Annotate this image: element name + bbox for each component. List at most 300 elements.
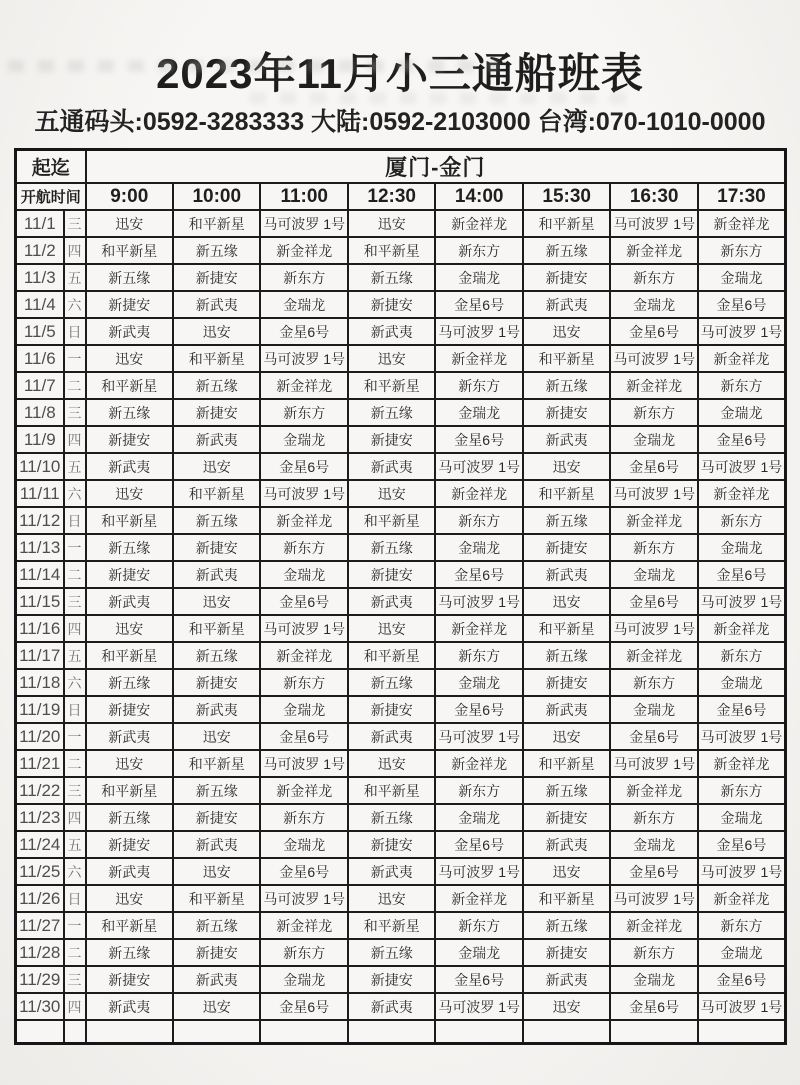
- ship-cell: 新五缘: [86, 534, 173, 561]
- ship-cell: 迅安: [86, 345, 173, 372]
- date-cell: 11/24: [16, 831, 64, 858]
- ship-cell: [86, 1020, 173, 1044]
- ship-cell: 新金祥龙: [435, 885, 522, 912]
- ship-cell: 新五缘: [86, 264, 173, 291]
- page-title: 2023年11月小三通船班表: [156, 50, 644, 97]
- ship-cell: 新武夷: [173, 696, 260, 723]
- ship-cell: 新五缘: [86, 669, 173, 696]
- weekday-cell: 四: [64, 237, 86, 264]
- date-cell: [16, 1020, 64, 1044]
- ship-cell: 新东方: [260, 669, 347, 696]
- date-cell: 11/25: [16, 858, 64, 885]
- schedule-row: [16, 534, 786, 561]
- ship-cell: 新五缘: [173, 912, 260, 939]
- ship-cell: 金星6号: [435, 831, 522, 858]
- ship-cell: 马可波罗 1号: [260, 750, 347, 777]
- ship-cell: 新东方: [698, 777, 786, 804]
- ship-cell: 金瑞龙: [435, 399, 522, 426]
- ship-cell: 迅安: [523, 723, 610, 750]
- time-header: 14:00: [435, 183, 522, 210]
- ship-cell: 新捷安: [173, 804, 260, 831]
- ship-cell: 新东方: [698, 642, 786, 669]
- ship-cell: 迅安: [173, 723, 260, 750]
- schedule-row: [16, 426, 786, 453]
- ship-cell: 迅安: [173, 588, 260, 615]
- ship-cell: 金星6号: [435, 696, 522, 723]
- date-cell: 11/1: [16, 210, 64, 237]
- route-header-row: [16, 150, 786, 184]
- ship-cell: 和平新星: [86, 642, 173, 669]
- ship-cell: 马可波罗 1号: [610, 615, 697, 642]
- ship-cell: 和平新星: [173, 885, 260, 912]
- weekday-cell: 二: [64, 750, 86, 777]
- date-cell: 11/8: [16, 399, 64, 426]
- ship-cell: 金星6号: [610, 318, 697, 345]
- ship-cell: 和平新星: [348, 507, 435, 534]
- ship-cell: 新东方: [260, 264, 347, 291]
- ship-cell: 和平新星: [86, 912, 173, 939]
- schedule-row: [16, 831, 786, 858]
- ship-cell: 新武夷: [173, 291, 260, 318]
- weekday-cell: [64, 1020, 86, 1044]
- ship-cell: 金瑞龙: [698, 264, 786, 291]
- weekday-cell: 六: [64, 858, 86, 885]
- schedule-row: [16, 858, 786, 885]
- ship-cell: 新五缘: [523, 777, 610, 804]
- ship-cell: 新五缘: [173, 642, 260, 669]
- date-cell: 11/17: [16, 642, 64, 669]
- schedule-row: [16, 453, 786, 480]
- ship-cell: 金星6号: [435, 966, 522, 993]
- ship-cell: 马可波罗 1号: [610, 345, 697, 372]
- schedule-row: [16, 291, 786, 318]
- ship-cell: 新捷安: [86, 291, 173, 318]
- ship-cell: 新武夷: [523, 696, 610, 723]
- ship-cell: 新东方: [610, 264, 697, 291]
- ship-cell: 新金祥龙: [698, 480, 786, 507]
- origin-destination-label: 起迄: [16, 150, 86, 184]
- date-cell: 11/16: [16, 615, 64, 642]
- ship-cell: 金瑞龙: [610, 291, 697, 318]
- time-header: 15:30: [523, 183, 610, 210]
- date-cell: 11/2: [16, 237, 64, 264]
- schedule-row: [16, 399, 786, 426]
- ship-cell: 新金祥龙: [260, 912, 347, 939]
- ship-cell: 迅安: [86, 480, 173, 507]
- weekday-cell: 六: [64, 480, 86, 507]
- ship-cell: 新东方: [435, 372, 522, 399]
- ship-cell: 金星6号: [260, 453, 347, 480]
- ship-cell: 新捷安: [348, 831, 435, 858]
- date-cell: 11/4: [16, 291, 64, 318]
- schedule-row: [16, 588, 786, 615]
- date-cell: 11/14: [16, 561, 64, 588]
- ship-cell: [523, 1020, 610, 1044]
- ship-cell: 迅安: [348, 615, 435, 642]
- ship-cell: 迅安: [523, 318, 610, 345]
- ship-cell: 金瑞龙: [698, 534, 786, 561]
- ship-cell: 和平新星: [86, 777, 173, 804]
- ship-cell: 和平新星: [173, 750, 260, 777]
- ship-cell: 新东方: [610, 399, 697, 426]
- weekday-cell: 五: [64, 264, 86, 291]
- ship-cell: 新捷安: [86, 696, 173, 723]
- schedule-row: [16, 966, 786, 993]
- schedule-row: [16, 507, 786, 534]
- weekday-cell: 三: [64, 588, 86, 615]
- ship-cell: 新五缘: [523, 237, 610, 264]
- weekday-cell: 二: [64, 939, 86, 966]
- ship-cell: 新东方: [610, 669, 697, 696]
- weekday-cell: 三: [64, 966, 86, 993]
- ship-cell: 新五缘: [86, 399, 173, 426]
- schedule-row: [16, 372, 786, 399]
- ship-cell: 马可波罗 1号: [260, 615, 347, 642]
- contact-phone-numbers: 五通码头:0592-3283333 大陆:0592-2103000 台湾:070-1010-0000: [34, 108, 766, 137]
- ship-cell: 金星6号: [435, 426, 522, 453]
- ship-cell: 马可波罗 1号: [260, 210, 347, 237]
- ship-cell: 和平新星: [348, 372, 435, 399]
- ship-cell: 金星6号: [260, 858, 347, 885]
- date-cell: 11/13: [16, 534, 64, 561]
- ship-cell: 和平新星: [86, 372, 173, 399]
- date-cell: 11/20: [16, 723, 64, 750]
- ship-cell: 迅安: [348, 210, 435, 237]
- ship-cell: 新五缘: [523, 912, 610, 939]
- ship-cell: 新武夷: [523, 426, 610, 453]
- time-header: 12:30: [348, 183, 435, 210]
- ship-cell: 马可波罗 1号: [698, 453, 786, 480]
- ship-cell: 和平新星: [523, 210, 610, 237]
- ship-cell: 新五缘: [173, 777, 260, 804]
- ship-cell: 新金祥龙: [260, 507, 347, 534]
- ship-cell: 和平新星: [348, 642, 435, 669]
- ship-cell: 新东方: [260, 534, 347, 561]
- ship-cell: 金星6号: [610, 588, 697, 615]
- ship-cell: 新金祥龙: [260, 372, 347, 399]
- ship-cell: 新金祥龙: [610, 777, 697, 804]
- ship-cell: 新武夷: [523, 291, 610, 318]
- ship-cell: 金瑞龙: [610, 561, 697, 588]
- ship-cell: 新东方: [435, 237, 522, 264]
- ship-cell: 迅安: [173, 318, 260, 345]
- ship-cell: 金星6号: [610, 723, 697, 750]
- ship-cell: 金星6号: [260, 588, 347, 615]
- ship-cell: 马可波罗 1号: [698, 858, 786, 885]
- weekday-cell: 五: [64, 642, 86, 669]
- ship-cell: 新金祥龙: [698, 210, 786, 237]
- schedule-row: [16, 912, 786, 939]
- ship-cell: 新捷安: [173, 669, 260, 696]
- ship-cell: 新五缘: [173, 507, 260, 534]
- ship-cell: 金瑞龙: [435, 534, 522, 561]
- ship-cell: 金星6号: [260, 993, 347, 1020]
- weekday-cell: 三: [64, 210, 86, 237]
- ship-cell: 迅安: [86, 210, 173, 237]
- ship-cell: 新捷安: [523, 264, 610, 291]
- departure-time-label: 开航时间: [16, 183, 86, 210]
- ship-cell: 新东方: [610, 534, 697, 561]
- ship-cell: 新东方: [698, 237, 786, 264]
- ship-cell: 金星6号: [610, 858, 697, 885]
- ship-cell: 新武夷: [86, 723, 173, 750]
- ship-cell: 金瑞龙: [610, 831, 697, 858]
- ship-cell: 和平新星: [173, 210, 260, 237]
- weekday-cell: 四: [64, 426, 86, 453]
- ship-cell: 金瑞龙: [435, 804, 522, 831]
- ship-cell: 马可波罗 1号: [610, 885, 697, 912]
- ship-cell: 新东方: [698, 507, 786, 534]
- date-cell: 11/5: [16, 318, 64, 345]
- ship-cell: 马可波罗 1号: [260, 345, 347, 372]
- schedule-row: [16, 642, 786, 669]
- ship-cell: 马可波罗 1号: [698, 318, 786, 345]
- ship-cell: 新武夷: [348, 723, 435, 750]
- ship-cell: 新捷安: [523, 534, 610, 561]
- weekday-cell: 二: [64, 561, 86, 588]
- ship-cell: 金星6号: [698, 561, 786, 588]
- ship-cell: 新武夷: [523, 561, 610, 588]
- ship-cell: 新金祥龙: [435, 615, 522, 642]
- date-cell: 11/21: [16, 750, 64, 777]
- ship-cell: 和平新星: [348, 912, 435, 939]
- date-cell: 11/27: [16, 912, 64, 939]
- ship-cell: 新东方: [698, 372, 786, 399]
- weekday-cell: 三: [64, 777, 86, 804]
- ship-cell: 新捷安: [86, 426, 173, 453]
- ship-cell: 新武夷: [348, 993, 435, 1020]
- ship-cell: 新捷安: [173, 534, 260, 561]
- schedule-row: [16, 480, 786, 507]
- ship-cell: 新武夷: [348, 588, 435, 615]
- ship-cell: 新武夷: [86, 318, 173, 345]
- ship-cell: 新东方: [435, 507, 522, 534]
- schedule-row: [16, 561, 786, 588]
- time-header-row: [16, 183, 786, 210]
- ship-cell: 新武夷: [348, 453, 435, 480]
- ship-cell: [435, 1020, 522, 1044]
- ship-cell: 新金祥龙: [435, 345, 522, 372]
- schedule-row: [16, 939, 786, 966]
- ship-cell: 新捷安: [86, 966, 173, 993]
- ship-cell: 新五缘: [523, 642, 610, 669]
- ship-cell: 新东方: [435, 777, 522, 804]
- ship-cell: 新五缘: [86, 939, 173, 966]
- ship-cell: 新东方: [435, 642, 522, 669]
- ship-cell: 迅安: [173, 453, 260, 480]
- schedule-row: [16, 696, 786, 723]
- ship-cell: 新东方: [260, 804, 347, 831]
- ship-cell: 马可波罗 1号: [260, 885, 347, 912]
- date-cell: 11/26: [16, 885, 64, 912]
- ship-cell: 新武夷: [86, 588, 173, 615]
- ship-cell: 新东方: [698, 912, 786, 939]
- schedule-row: [16, 993, 786, 1020]
- ship-cell: 新武夷: [348, 318, 435, 345]
- ship-cell: 新五缘: [348, 804, 435, 831]
- schedule-row: [16, 264, 786, 291]
- ship-cell: 新五缘: [173, 237, 260, 264]
- ship-cell: 马可波罗 1号: [435, 588, 522, 615]
- ship-cell: 新武夷: [86, 993, 173, 1020]
- ship-cell: 新五缘: [348, 669, 435, 696]
- ship-cell: 马可波罗 1号: [435, 858, 522, 885]
- ship-cell: 金瑞龙: [260, 561, 347, 588]
- ship-cell: [348, 1020, 435, 1044]
- ship-cell: 迅安: [523, 858, 610, 885]
- schedule-row: [16, 345, 786, 372]
- ship-cell: 迅安: [86, 885, 173, 912]
- time-header: 16:30: [610, 183, 697, 210]
- weekday-cell: 四: [64, 615, 86, 642]
- ship-cell: 金瑞龙: [435, 264, 522, 291]
- ship-cell: 新五缘: [523, 372, 610, 399]
- ship-cell: 金星6号: [435, 291, 522, 318]
- ship-cell: 迅安: [348, 885, 435, 912]
- ship-cell: 新捷安: [523, 399, 610, 426]
- date-cell: 11/30: [16, 993, 64, 1020]
- date-cell: 11/11: [16, 480, 64, 507]
- ship-cell: 迅安: [523, 588, 610, 615]
- ship-cell: 新东方: [260, 399, 347, 426]
- ship-cell: 新捷安: [348, 966, 435, 993]
- ship-cell: 新金祥龙: [435, 750, 522, 777]
- ship-cell: 新东方: [610, 804, 697, 831]
- ship-cell: 和平新星: [523, 345, 610, 372]
- ship-cell: 和平新星: [348, 237, 435, 264]
- ship-cell: 新金祥龙: [260, 777, 347, 804]
- date-cell: 11/28: [16, 939, 64, 966]
- ship-cell: 新武夷: [86, 453, 173, 480]
- ship-cell: 马可波罗 1号: [435, 723, 522, 750]
- ship-cell: 新金祥龙: [610, 372, 697, 399]
- weekday-cell: 五: [64, 453, 86, 480]
- ship-cell: 新武夷: [523, 831, 610, 858]
- schedule-header: [16, 150, 786, 211]
- ship-cell: 新金祥龙: [260, 237, 347, 264]
- ship-cell: 金星6号: [698, 966, 786, 993]
- ship-cell: 迅安: [523, 453, 610, 480]
- ship-cell: 金星6号: [698, 831, 786, 858]
- schedule-row: [16, 750, 786, 777]
- schedule-row: [16, 723, 786, 750]
- schedule-row: [16, 669, 786, 696]
- weekday-cell: 日: [64, 318, 86, 345]
- ship-cell: 金瑞龙: [435, 939, 522, 966]
- date-cell: 11/18: [16, 669, 64, 696]
- ship-cell: 新金祥龙: [435, 210, 522, 237]
- ship-cell: 金瑞龙: [698, 399, 786, 426]
- ship-cell: 马可波罗 1号: [435, 993, 522, 1020]
- ship-cell: 新五缘: [348, 534, 435, 561]
- date-cell: 11/9: [16, 426, 64, 453]
- ship-cell: 金瑞龙: [435, 669, 522, 696]
- ship-cell: 新五缘: [523, 507, 610, 534]
- ship-cell: 金瑞龙: [260, 966, 347, 993]
- ship-cell: 金瑞龙: [610, 966, 697, 993]
- ship-cell: 新捷安: [523, 939, 610, 966]
- ship-cell: 金星6号: [610, 453, 697, 480]
- schedule-row: [16, 777, 786, 804]
- ship-cell: 迅安: [348, 480, 435, 507]
- ship-cell: 新捷安: [523, 669, 610, 696]
- schedule-row: [16, 885, 786, 912]
- date-cell: 11/29: [16, 966, 64, 993]
- date-cell: 11/7: [16, 372, 64, 399]
- schedule-row: [16, 237, 786, 264]
- ship-cell: 马可波罗 1号: [610, 480, 697, 507]
- ship-cell: 和平新星: [86, 507, 173, 534]
- ship-cell: 迅安: [348, 750, 435, 777]
- ship-cell: 新金祥龙: [698, 750, 786, 777]
- ship-cell: 金瑞龙: [610, 426, 697, 453]
- ship-cell: 金星6号: [698, 426, 786, 453]
- ship-cell: 马可波罗 1号: [698, 588, 786, 615]
- ship-cell: 金瑞龙: [698, 669, 786, 696]
- ship-cell: 新金祥龙: [610, 642, 697, 669]
- ship-cell: 金瑞龙: [610, 696, 697, 723]
- ship-cell: 新金祥龙: [698, 885, 786, 912]
- ship-cell: 马可波罗 1号: [610, 750, 697, 777]
- ship-cell: 迅安: [523, 993, 610, 1020]
- ship-cell: 新东方: [260, 939, 347, 966]
- ship-cell: 新捷安: [348, 426, 435, 453]
- schedule-row: [16, 804, 786, 831]
- ship-cell: 新捷安: [348, 291, 435, 318]
- ship-cell: 新东方: [435, 912, 522, 939]
- ship-cell: 金瑞龙: [260, 831, 347, 858]
- ship-cell: 迅安: [86, 750, 173, 777]
- ship-cell: 和平新星: [348, 777, 435, 804]
- ship-cell: 新武夷: [348, 858, 435, 885]
- weekday-cell: 四: [64, 804, 86, 831]
- weekday-cell: 日: [64, 507, 86, 534]
- weekday-cell: 五: [64, 831, 86, 858]
- ship-cell: 新捷安: [348, 561, 435, 588]
- ship-cell: 和平新星: [523, 480, 610, 507]
- weekday-cell: 六: [64, 291, 86, 318]
- ship-cell: 新金祥龙: [610, 237, 697, 264]
- ship-cell: 金星6号: [698, 291, 786, 318]
- ship-cell: 新武夷: [173, 966, 260, 993]
- ship-cell: 新捷安: [173, 399, 260, 426]
- date-cell: 11/3: [16, 264, 64, 291]
- ship-cell: 和平新星: [173, 615, 260, 642]
- ship-cell: 新捷安: [86, 561, 173, 588]
- date-cell: 11/6: [16, 345, 64, 372]
- date-cell: 11/23: [16, 804, 64, 831]
- ship-cell: 金星6号: [260, 318, 347, 345]
- ship-cell: 金瑞龙: [698, 939, 786, 966]
- ship-cell: [173, 1020, 260, 1044]
- ship-cell: 新五缘: [348, 264, 435, 291]
- ship-cell: 金星6号: [260, 723, 347, 750]
- weekday-cell: 日: [64, 885, 86, 912]
- date-cell: 11/12: [16, 507, 64, 534]
- ship-cell: [260, 1020, 347, 1044]
- ship-cell: 新捷安: [173, 264, 260, 291]
- ship-cell: 马可波罗 1号: [435, 318, 522, 345]
- ship-cell: 金瑞龙: [698, 804, 786, 831]
- ship-cell: 马可波罗 1号: [435, 453, 522, 480]
- schedule-body: [16, 210, 786, 1044]
- ship-cell: 金瑞龙: [260, 696, 347, 723]
- date-cell: 11/22: [16, 777, 64, 804]
- ship-cell: 新金祥龙: [698, 615, 786, 642]
- ship-cell: 新五缘: [86, 804, 173, 831]
- ship-cell: 新武夷: [173, 426, 260, 453]
- route-label: 厦门-金门: [86, 150, 786, 184]
